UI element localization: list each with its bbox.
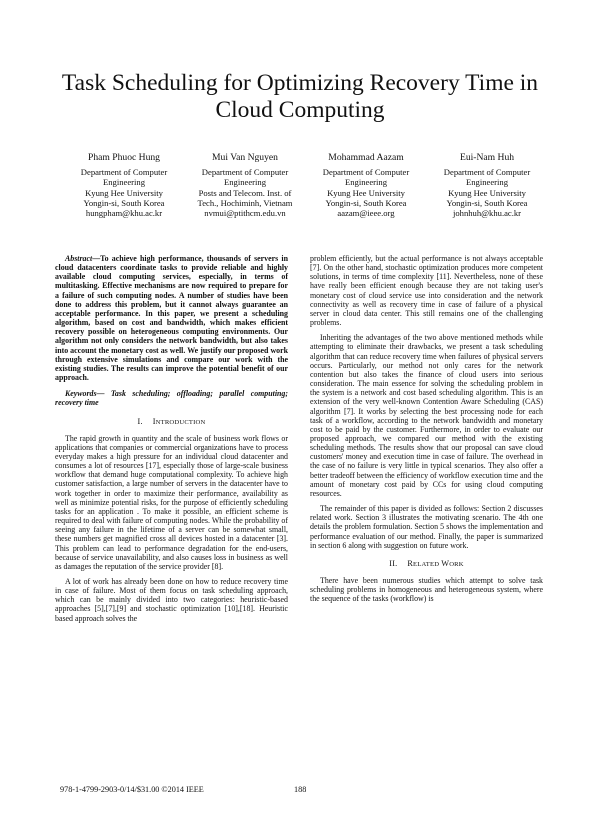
section-title-rest: ELATED [413, 560, 440, 568]
section-title-rest: NTRODUCTION [155, 418, 206, 426]
author-email: aazam@ieee.org [337, 208, 395, 219]
page-number: 188 [294, 785, 307, 794]
keywords-label: Keywords [65, 389, 97, 399]
author-name: Pham Phuoc Hung [88, 152, 160, 163]
body-paragraph: Inheriting the advantages of the two above mentioned methods while attempting to eliminate their drawbacks, we present a task scheduling algorithm that can reduce recovery time when failures of physical servers occurs. Particularly, our method not only cares for the network contention but also takes the finance of cloud users into serious consideration. The main essence for solving the scheduling problem in the system is a network and cost based scheduling algorithm. This is an extension of the very well-known Contention Aware Scheduling (CAS) algorithm [7]. It works by selecting the best processing node for each task of a workflow, according to the network bandwidth and monetary cost to be paid by the customer. Furthermore, in order to evaluate our proposed approach, we compared our method with the existing scheduling methods. The results show that our proposal can save cloud customers' money and execution time in case of failure. The overhead in the case of no failure is very little in typical scenarios. They also offer a better tradeoff between the efficiency of workflow execution time and the amount of monetary cost paid by CCs for using cloud computing resources. [310, 333, 543, 498]
body-paragraph: The remainder of this paper is divided as follows: Section 2 discusses related work. Section 3 illustrates the motivating scenario. The 4th one details the problem formulation. Section 5 shows the implementation and performance evaluation of our method. Finally, the paper is summarized in section 6 along with suggestion on future work. [310, 504, 543, 550]
right-column [310, 254, 543, 609]
abstract-text: —To achieve high performance, thousands of servers in cloud datacenters coordinate tasks to provide reliable and highly available cloud computing services, especially, in terms of multitasking. Effective mechanisms are now required to prepare for a failure of such computing nodes. A number of studies have been done to address this problem, but it cannot always guarantee an acceptable performance. In this paper, we present a scheduling algorithm, based on cost and bandwidth, which makes efficient recovery possible on heterogeneous computing environments. Our algorithm not only considers the network bandwidth, but also takes into account the monetary cost as well. We justify our proposed work through extensive simulations and compare our work with the existing studies. The results can improve the potential benefit of our approach. [55, 254, 288, 383]
section-title-rest: ORK [449, 560, 464, 568]
author-email: hungpham@khu.ac.kr [85, 208, 163, 219]
keywords-text: — Task scheduling; offloading; parallel computing; recovery time [55, 389, 288, 408]
author-affiliation: Kyung Hee University [448, 187, 526, 198]
author-affiliation: Engineering [345, 177, 387, 188]
author-affiliation: Engineering [224, 177, 266, 188]
copyright-footer: 978-1-4799-2903-0/14/$31.00 ©2014 IEEE [60, 785, 204, 794]
abstract-label: Abstract [65, 254, 93, 263]
author-affiliation: Posts and Telecom. Inst. of [198, 187, 292, 198]
author-name: Mui Van Nguyen [212, 152, 278, 163]
author-affiliation: Department of Computer [201, 167, 289, 178]
left-column [55, 254, 288, 629]
body-paragraph: There have been numerous studies which attempt to solve task scheduling problems in homogeneous and heterogeneous system, where the sequence of the tasks (workflow) is [310, 576, 543, 604]
section-title-initial: W [441, 558, 450, 568]
body-paragraph: problem efficiently, but the actual performance is not always acceptable [7]. On the other hand, stochastic optimization produces more competent solutions, in terms of time complexity [11]. Nevertheless, none of these have really been efficient enough because they are not taking user's monetary cost of cloud service use into consideration and the network connectivity as well as recovery time in case of failure of a physical server in cloud data center. This still remains one of the challenging problems. [310, 254, 543, 328]
author-affiliation: Kyung Hee University [327, 187, 405, 198]
author-affiliation: Engineering [466, 177, 508, 188]
section-heading-related-work [310, 559, 543, 569]
author-block [304, 153, 428, 218]
author-affiliation: Yongin-si, South Korea [325, 197, 407, 208]
author-affiliation: Yongin-si, South Korea [446, 197, 528, 208]
author-block [183, 153, 307, 218]
author-affiliation: Department of Computer [80, 167, 168, 178]
paper-title: Task Scheduling for Optimizing Recovery Time in Cloud Computing [61, 70, 539, 123]
author-name: Eui-Nam Huh [459, 152, 515, 163]
author-block [425, 153, 549, 218]
section-heading-introduction [55, 417, 288, 427]
author-affiliation: Yongin-si, South Korea [83, 197, 165, 208]
author-affiliation: Tech., Hochiminh, Vietnam [197, 197, 293, 208]
author-affiliation: Engineering [103, 177, 145, 188]
author-email: johnhuh@khu.ac.kr [452, 208, 522, 219]
section-number: I. [137, 416, 143, 426]
body-paragraph: A lot of work has already been done on how to reduce recovery time in case of failure. Most of them focus on task scheduling approach, which can be mainly divided into two categories: heuristic-based approaches [5],[7],[9] and stochastic optimization [10],[18]. Heuristic based approach solves the [55, 577, 288, 623]
author-affiliation: Department of Computer [443, 167, 531, 178]
author-name: Mohammad Aazam [328, 152, 404, 163]
author-affiliation: Department of Computer [322, 167, 410, 178]
body-paragraph: The rapid growth in quantity and the scale of business work flows or applications that companies or commercial organizations have to process everyday makes a high pressure for an individual cloud datacenter and consumes a lot of resources [17], especially those of large-scale business workflow that demand huge computational complexity. To achieve high customer satisfaction, a large number of servers in the datacenter have to work together in order to maximize their performance, availability as well as minimize potential risks, for the purpose of efficiently scheduling tasks for an application . To make it possible, an efficient scheme is required to deal with failure of computing nodes. While the probability of seeing any failure in the lifetime of a server can be somewhat small, these numbers get magnified cross all devices hosted in a datacenter [3]. This problem can lead to performance degradation for the end-users, because of service unavailability, and also causes loss in business as well as damages the reputation of the service provider [8]. [55, 433, 288, 571]
keywords [55, 389, 288, 407]
author-affiliation: Kyung Hee University [85, 187, 163, 198]
author-block [62, 153, 186, 218]
section-title-initial: R [407, 558, 414, 568]
section-number: II. [389, 558, 398, 568]
section-title-initial: I [152, 416, 156, 426]
author-email: nvmui@ptithcm.edu.vn [204, 208, 286, 219]
abstract [55, 254, 288, 382]
